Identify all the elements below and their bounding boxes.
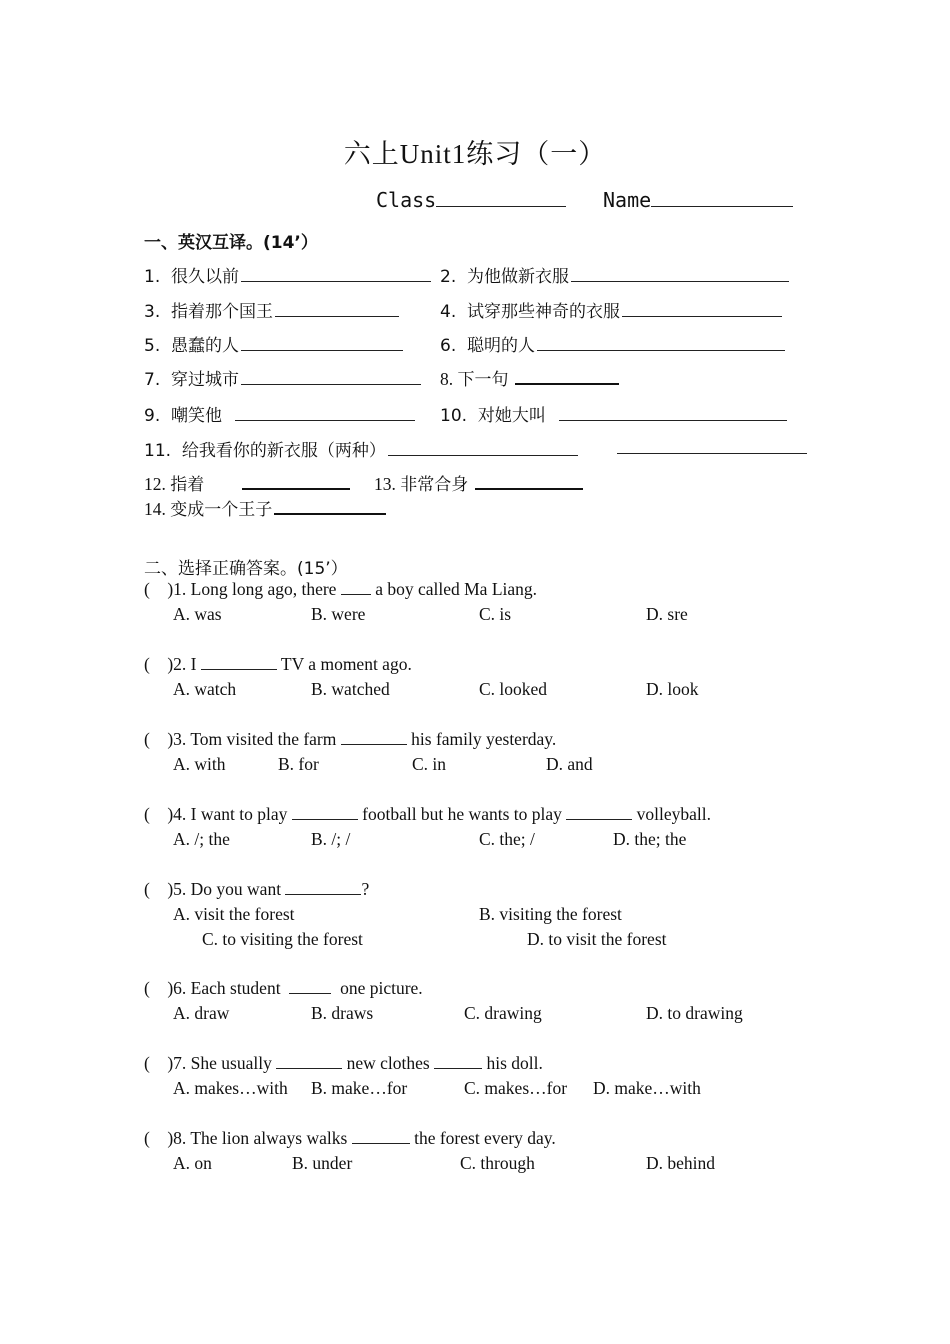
answer-blank[interactable] [559, 403, 787, 421]
option[interactable]: A. makes…with [173, 1078, 288, 1098]
question: ( )4. I want to play football but he wants to play volleyball. [144, 804, 711, 824]
question-number: 8. [173, 1128, 187, 1148]
option[interactable]: C. to visiting the forest [202, 929, 363, 949]
question-text: volleyball. [636, 804, 711, 824]
option[interactable]: B. under [292, 1153, 353, 1173]
option[interactable]: C. looked [479, 679, 548, 699]
question: ( )7. She usually new clothes his doll. [144, 1053, 543, 1073]
question-text: TV a moment ago. [280, 654, 412, 674]
item-text: 聪明的人 [467, 336, 536, 356]
question-blank[interactable] [341, 730, 407, 745]
section-heading-translation: 一、英汉互译。(14’） [144, 233, 318, 253]
answer-blank[interactable] [275, 299, 399, 317]
question-text: Each student [190, 978, 281, 998]
answer-blank[interactable] [571, 264, 789, 282]
question: ( )2. I TV a moment ago. [144, 654, 412, 674]
option[interactable]: C. drawing [464, 1003, 542, 1023]
option[interactable]: A. watch [173, 679, 237, 699]
translation-item [440, 401, 787, 426]
question-number: 4. [173, 804, 187, 824]
item-number: 8. [440, 369, 454, 389]
question-blank[interactable] [292, 805, 358, 820]
question-text: new clothes [346, 1053, 430, 1073]
item-text: 给我看你的新衣服（两种） [181, 441, 386, 461]
item-text: 指着那个国王 [171, 302, 274, 322]
item-text: 试穿那些神奇的衣服 [467, 302, 621, 322]
option[interactable]: B. visiting the forest [479, 904, 622, 924]
translation-item-second-blank [615, 436, 807, 459]
item-number: 11. [144, 441, 172, 461]
item-number: 4. [440, 302, 457, 322]
question-blank[interactable] [285, 880, 361, 895]
question: ( )3. Tom visited the farm his family yesterday. [144, 729, 557, 749]
item-number: 13. [374, 474, 396, 494]
question-blank[interactable] [566, 805, 632, 820]
item-number: 1. [144, 267, 161, 287]
question-number: 1. [173, 579, 187, 599]
item-text: 嘲笑他 [171, 406, 223, 426]
option[interactable]: D. behind [646, 1153, 716, 1173]
question: ( )8. The lion always walks the forest every day. [144, 1128, 556, 1148]
option[interactable]: C. the; / [479, 829, 535, 849]
name-field [603, 188, 793, 212]
class-field [376, 188, 566, 212]
item-number: 14. [144, 499, 166, 519]
question-text: football but he wants to play [362, 804, 562, 824]
option[interactable]: D. sre [646, 604, 688, 624]
translation-item [144, 436, 578, 461]
question-blank[interactable] [276, 1054, 342, 1069]
question-text: the forest every day. [414, 1128, 556, 1148]
page-title: 六上Unit1练习（一） [343, 139, 607, 169]
question-number: 5. [173, 879, 187, 899]
item-text: 指着 [170, 475, 205, 495]
question-text: Tom visited the farm [190, 729, 337, 749]
name-blank[interactable] [651, 192, 793, 207]
answer-blank[interactable] [388, 438, 578, 456]
answer-blank[interactable] [537, 333, 785, 351]
translation-item [440, 262, 789, 287]
option[interactable]: B. watched [311, 679, 390, 699]
option[interactable]: B. /; / [311, 829, 351, 849]
option[interactable]: C. is [479, 604, 512, 624]
answer-blank[interactable] [622, 299, 782, 317]
question: ( )1. Long long ago, there a boy called Ma Liang. [144, 579, 538, 599]
item-text: 下一句 [457, 370, 509, 390]
question-number: 7. [173, 1053, 187, 1073]
question-text: I want to play [190, 804, 288, 824]
translation-item [144, 495, 386, 520]
option[interactable]: A. with [173, 754, 226, 774]
option[interactable]: A. was [173, 604, 222, 624]
class-label: Class [376, 188, 437, 212]
question-text: I [190, 654, 197, 674]
option[interactable]: A. /; the [173, 829, 230, 849]
question-text: Long long ago, there [190, 579, 337, 599]
item-number: 10. [440, 406, 468, 426]
question-blank[interactable] [341, 580, 371, 595]
item-text: 穿过城市 [171, 370, 240, 390]
item-number: 3. [144, 302, 161, 322]
answer-blank[interactable] [274, 496, 386, 515]
answer-blank[interactable] [515, 366, 619, 385]
item-number: 2. [440, 267, 457, 287]
answer-blank[interactable] [241, 333, 403, 351]
option[interactable]: D. and [546, 754, 593, 774]
question-text: The lion always walks [190, 1128, 348, 1148]
section-heading-choice: 二、选择正确答案。(15’） [144, 559, 348, 579]
answer-blank[interactable] [241, 264, 431, 282]
item-text: 变成一个王子 [170, 500, 273, 520]
translation-item [144, 365, 421, 390]
option[interactable]: B. for [278, 754, 319, 774]
item-text: 对她大叫 [477, 406, 546, 426]
class-blank[interactable] [436, 192, 566, 207]
option[interactable]: D. to drawing [646, 1003, 743, 1023]
question-text: a boy called Ma Liang. [375, 579, 538, 599]
item-text: 为他做新衣服 [467, 267, 570, 287]
option[interactable]: B. draws [311, 1003, 374, 1023]
option[interactable]: D. look [646, 679, 699, 699]
option[interactable]: A. draw [173, 1003, 230, 1023]
item-text: 非常合身 [400, 475, 469, 495]
item-number: 5. [144, 336, 161, 356]
translation-item [144, 297, 399, 322]
item-text: 很久以前 [171, 267, 240, 287]
question-text: Do you want [190, 879, 282, 899]
answer-blank[interactable] [241, 367, 421, 385]
translation-item [440, 331, 785, 356]
question-text: his family yesterday. [411, 729, 557, 749]
option[interactable]: C. in [412, 754, 447, 774]
item-number: 7. [144, 370, 161, 390]
question-number: 2. [173, 654, 187, 674]
question-number: 6. [173, 978, 187, 998]
option[interactable]: A. on [173, 1153, 212, 1173]
option[interactable]: D. to visit the forest [527, 929, 667, 949]
option[interactable]: D. the; the [613, 829, 687, 849]
answer-blank[interactable] [235, 403, 415, 421]
translation-item [440, 365, 619, 390]
question-blank[interactable] [434, 1054, 482, 1069]
question-number: 3. [173, 729, 187, 749]
option[interactable]: C. makes…for [464, 1078, 568, 1098]
item-number: 9. [144, 406, 161, 426]
answer-blank[interactable] [617, 436, 807, 454]
answer-blank[interactable] [242, 471, 350, 490]
question-text: ? [361, 879, 370, 899]
translation-item [144, 262, 431, 287]
question: ( )6. Each student one picture. [144, 978, 423, 998]
question: ( )5. Do you want ? [144, 879, 370, 899]
question-text: his doll. [486, 1053, 543, 1073]
translation-item [440, 297, 782, 322]
translation-item [144, 401, 415, 426]
name-label: Name [603, 188, 652, 212]
option[interactable]: B. were [311, 604, 366, 624]
item-text: 愚蠢的人 [171, 336, 240, 356]
translation-item [144, 331, 403, 356]
question-blank[interactable] [352, 1129, 410, 1144]
answer-blank[interactable] [475, 471, 583, 490]
option[interactable]: B. make…for [311, 1078, 408, 1098]
question-text: one picture. [340, 978, 423, 998]
question-blank[interactable] [289, 979, 331, 994]
question-blank[interactable] [201, 655, 277, 670]
option[interactable]: A. visit the forest [173, 904, 295, 924]
item-number: 12. [144, 474, 166, 494]
item-number: 6. [440, 336, 457, 356]
translation-item [144, 470, 350, 495]
question-text: She usually [190, 1053, 272, 1073]
option[interactable]: C. through [460, 1153, 535, 1173]
option[interactable]: D. make…with [593, 1078, 701, 1098]
translation-item [374, 470, 583, 495]
